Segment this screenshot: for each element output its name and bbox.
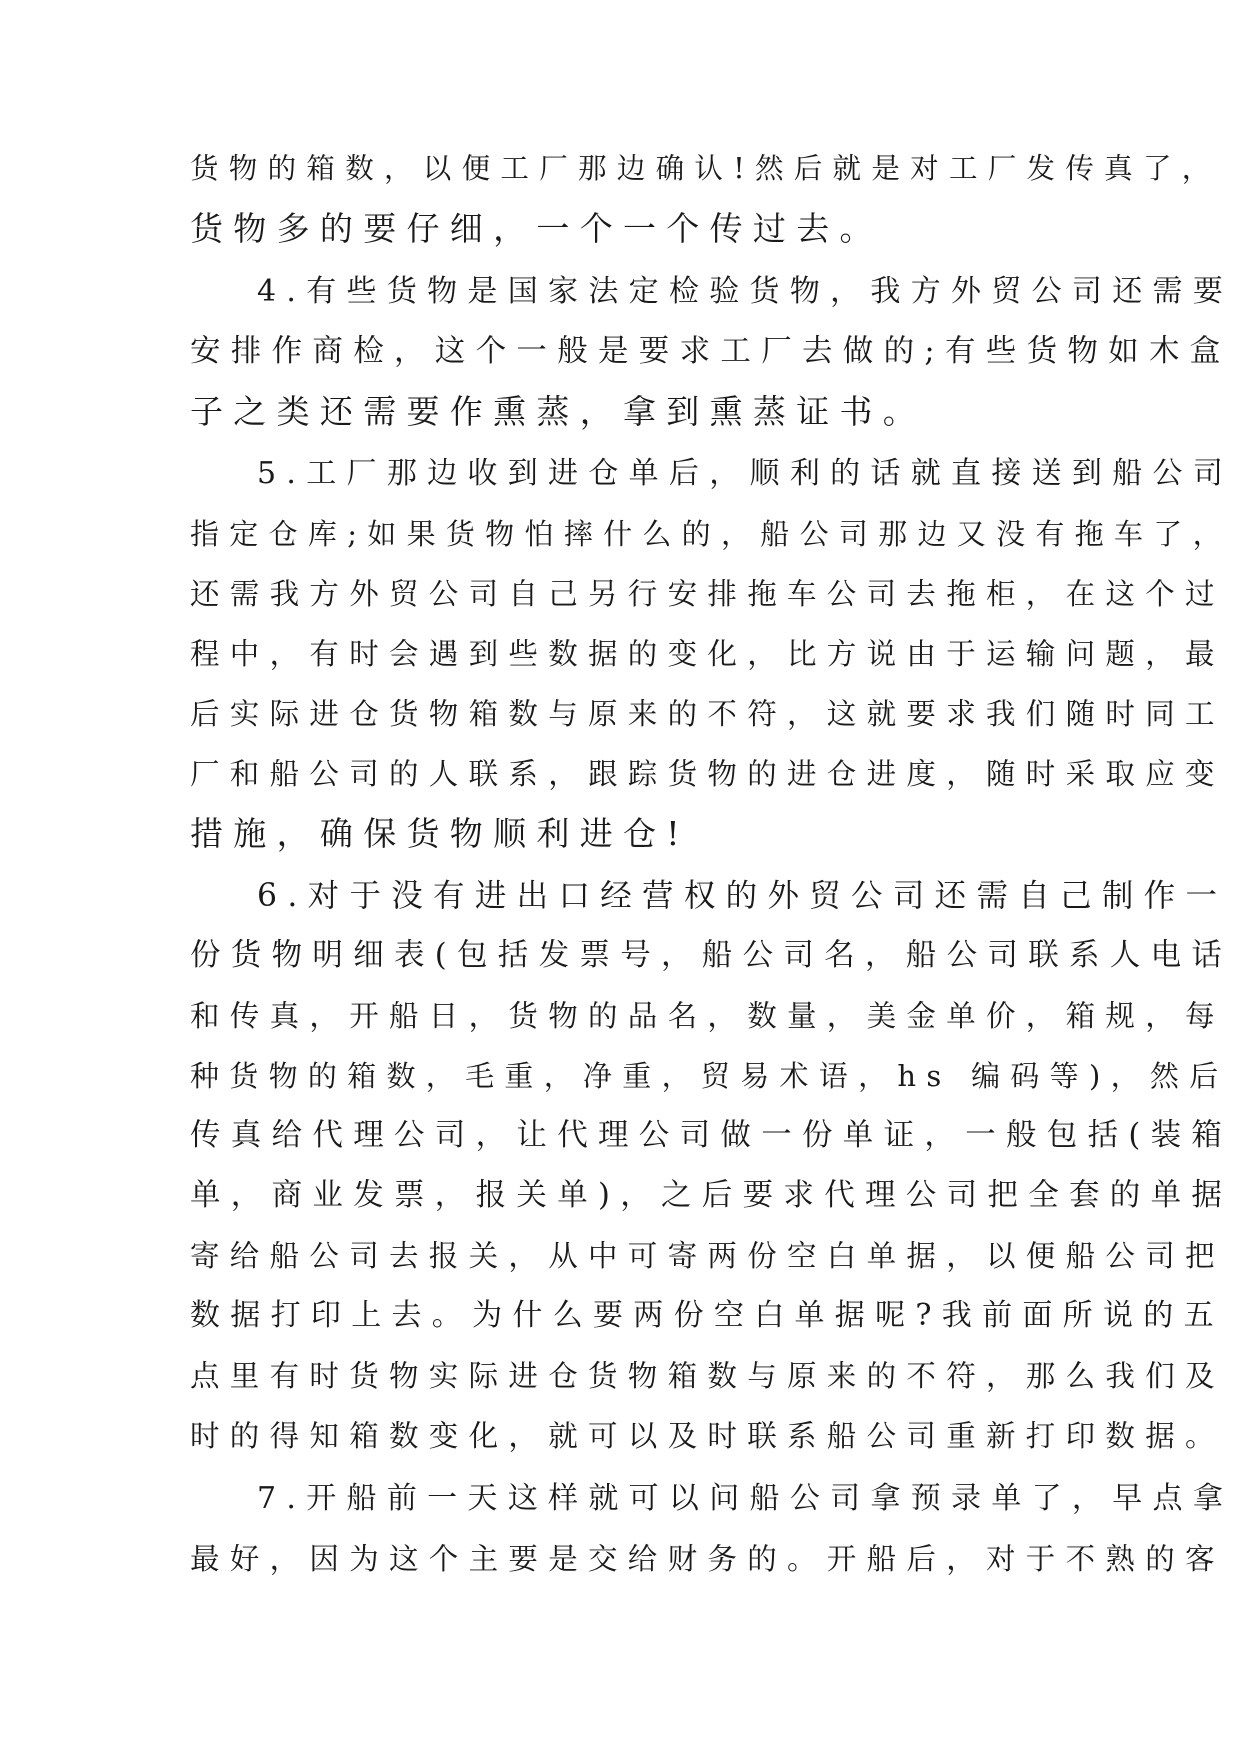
text-line: 货物多的要仔细，一个一个传过去。 (190, 209, 883, 248)
text-line: 时的得知箱数变化，就可以及时联系船公司重新打印数据。 (190, 1419, 1225, 1453)
paragraph-6-first-line: 6.对于没有进出口经营权的外贸公司还需自己制作一 (257, 878, 1228, 914)
text-line: 份货物明细表(包括发票号，船公司名，船公司联系人电话 (190, 938, 1233, 973)
text-line: 数据打印上去。为什么要两份空白单据呢?我前面所说的五 (190, 1298, 1224, 1333)
text-line: 最好，因为这个主要是交给财务的。开船后，对于不熟的客 (190, 1542, 1225, 1576)
text-line: 种货物的箱数，毛重，净重，贸易术语，hs 编码等)，然后 (190, 1059, 1229, 1093)
text-line: 措施，确保货物顺利进仓! (190, 814, 690, 853)
text-line: 子之类还需要作熏蒸，拿到熏蒸证书。 (190, 392, 927, 431)
text-line: 安排作商检，这个一般是要求工厂去做的;有些货物如木盒 (190, 334, 1231, 369)
text-line: 还需我方外贸公司自己另行安排拖车公司去拖柜，在这个过 (190, 577, 1225, 611)
text-line: 点里有时货物实际进仓货物箱数与原来的不符，那么我们及 (190, 1359, 1225, 1393)
text-line: 和传真，开船日，货物的品名，数量，美金单价，箱规，每 (190, 999, 1225, 1033)
text-line: 传真给代理公司，让代理公司做一份单证，一般包括(装箱 (190, 1118, 1233, 1153)
text-line: 程中，有时会遇到些数据的变化，比方说由于运输问题，最 (190, 637, 1225, 671)
text-line: 厂和船公司的人联系，跟踪货物的进仓进度，随时采取应变 (190, 757, 1225, 791)
paragraph-7-first-line: 7.开船前一天这样就可以问船公司拿预录单了，早点拿 (257, 1481, 1234, 1516)
text-line: 单，商业发票，报关单)，之后要求代理公司把全套的单据 (190, 1178, 1233, 1213)
text-line: 货物的箱数，以便工厂那边确认!然后就是对工厂发传真了， (190, 152, 1221, 185)
text-line: 寄给船公司去报关，从中可寄两份空白单据，以便船公司把 (190, 1239, 1225, 1273)
text-line: 后实际进仓货物箱数与原来的不符，这就要求我们随时同工 (190, 697, 1225, 731)
paragraph-5-first-line: 5.工厂那边收到进仓单后，顺利的话就直接送到船公司 (257, 456, 1234, 491)
paragraph-4-first-line: 4.有些货物是国家法定检验货物，我方外贸公司还需要 (257, 274, 1234, 309)
text-line: 指定仓库;如果货物怕摔什么的，船公司那边又没有拖车了， (190, 517, 1232, 551)
